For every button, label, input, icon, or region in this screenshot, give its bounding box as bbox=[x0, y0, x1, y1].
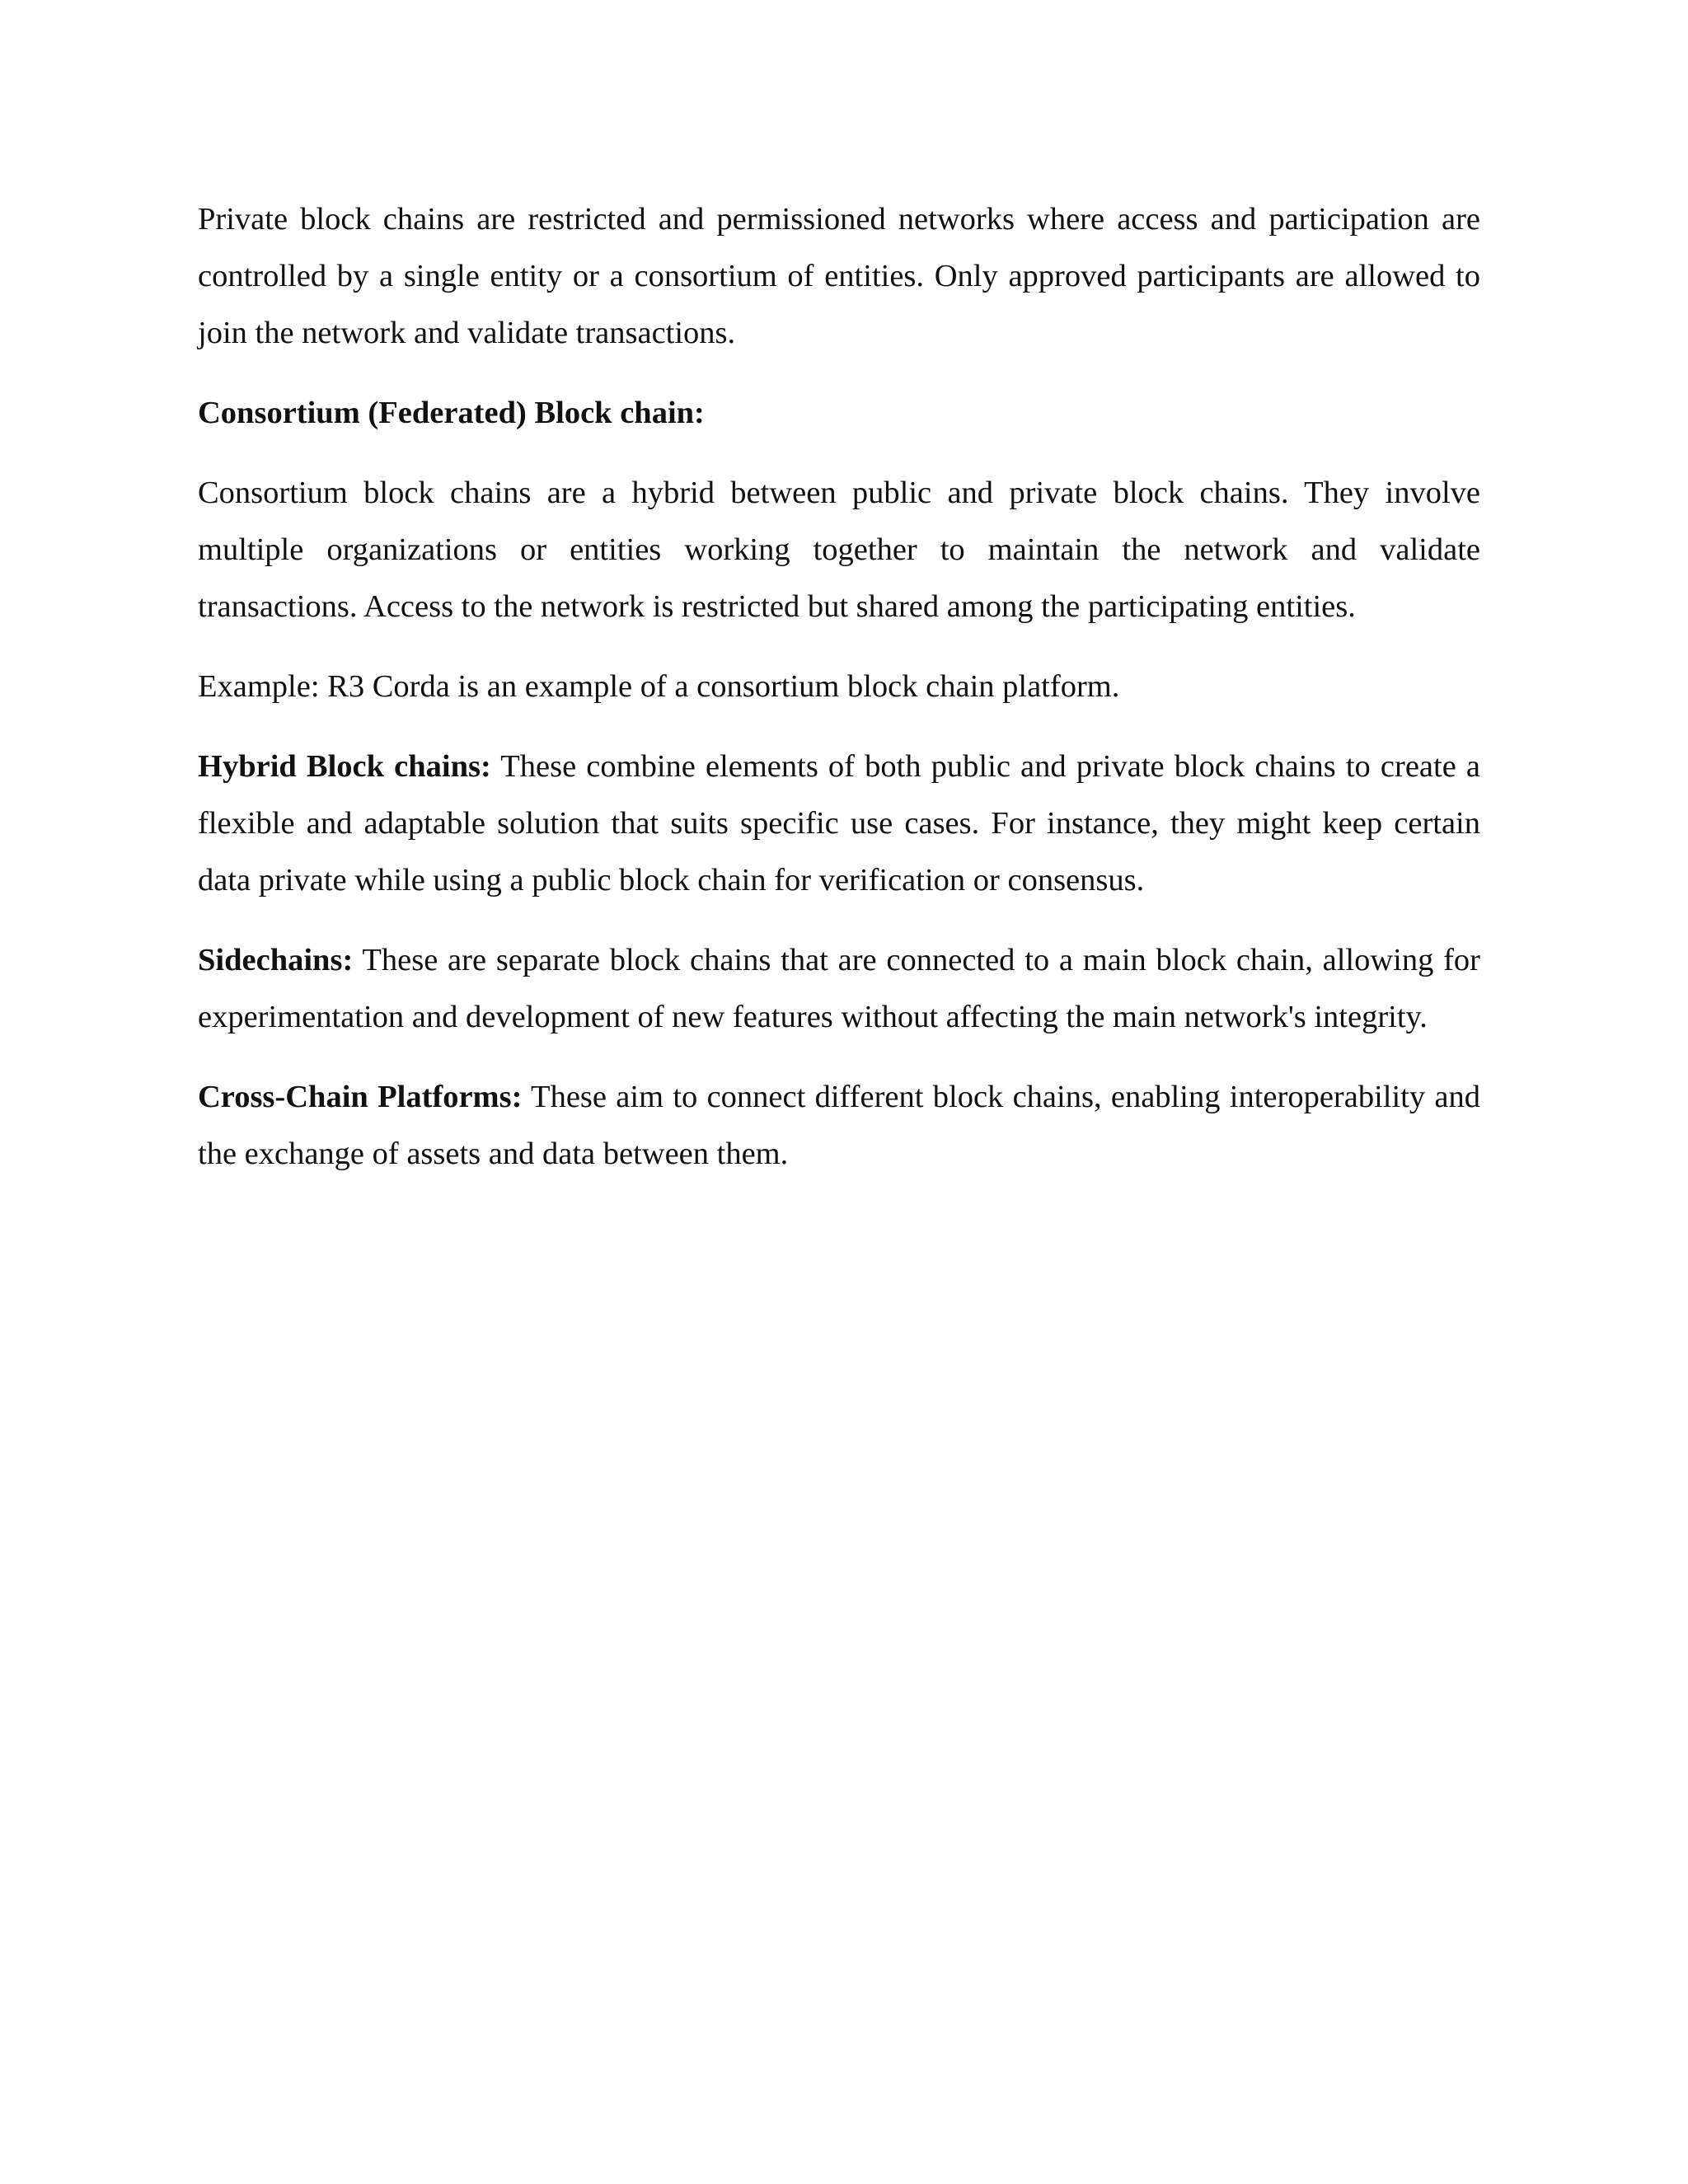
consortium-heading: Consortium (Federated) Block chain: bbox=[198, 396, 705, 430]
sidechains-body: These are separate block chains that are connected to a main block chain, allowing for experimentation and development of new features without affecting the main network's integrity. bbox=[198, 943, 1480, 1034]
sidechains-paragraph bbox=[198, 932, 1480, 1046]
document-page bbox=[198, 191, 1480, 1206]
cross-chain-body: These aim to connect different block chains, enabling interoperability and the exchange of assets and data between them. bbox=[198, 1080, 1480, 1171]
hybrid-paragraph bbox=[198, 738, 1480, 909]
cross-chain-paragraph bbox=[198, 1069, 1480, 1183]
hybrid-lead: Hybrid Block chains: bbox=[198, 749, 491, 784]
consortium-example: Example: R3 Corda is an example of a consortium block chain platform. bbox=[198, 669, 1120, 704]
hybrid-body: These combine elements of both public and private block chains to create a flexible and adaptable solution that suits specific use cases. For instance, they might keep certain data private while using a public block chain for verification or consensus. bbox=[198, 749, 1480, 898]
consortium-paragraph: Consortium block chains are a hybrid between public and private block chains. They involve multiple organizations or entities working together to maintain the network and validate transactions. Access to the network is restricted but shared among the participating entities. bbox=[198, 476, 1480, 624]
cross-chain-lead: Cross-Chain Platforms: bbox=[198, 1080, 523, 1114]
intro-paragraph: Private block chains are restricted and permissioned networks where access and participation are controlled by a single entity or a consortium of entities. Only approved participants are allowed to join the network and validate transactions. bbox=[198, 202, 1480, 350]
sidechains-lead: Sidechains: bbox=[198, 943, 354, 977]
